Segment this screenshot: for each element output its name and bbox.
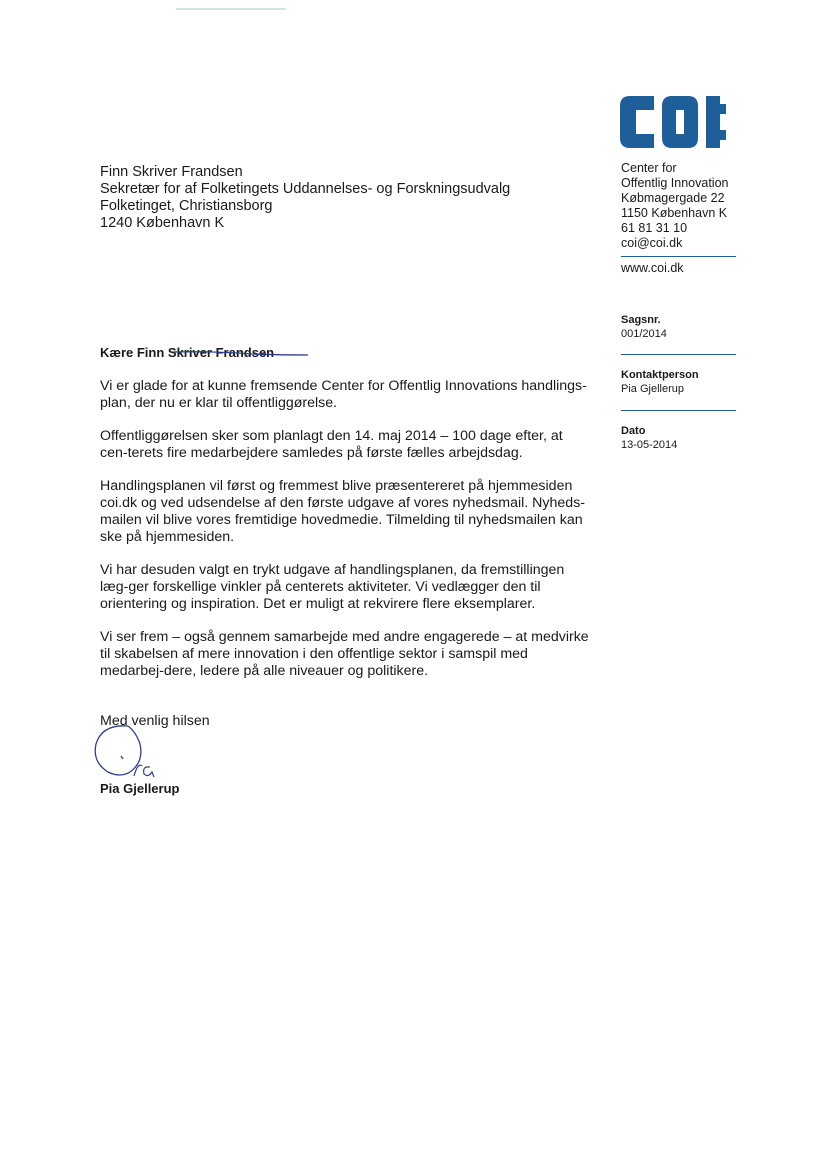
sender-line: coi@coi.dk [621,236,683,250]
scan-mark [176,8,286,10]
sender-website: www.coi.dk [621,261,684,275]
recipient-title: Sekretær for af Folketingets Uddannelses- og Forskningsudvalg [100,181,511,197]
contact-block [621,369,699,395]
paragraph: Vi har desuden valgt en trykt udgave af handlingsplanen, da fremstillingen læg-ger forskellige vinkler på centerets aktiviteter. Vi vedlægger den til orientering og inspiration. Det er muligt at rekvirere flere eksemplarer. [100,562,565,612]
pen-strike-mark [172,347,312,361]
letter-body [100,378,592,696]
sender-line: Købmagergade 22 [621,191,725,205]
recipient-city: 1240 København K [100,215,225,231]
handwritten-signature [88,722,168,782]
coi-logo [620,96,738,148]
date-label: Dato [621,425,646,437]
closing: Med venlig hilsen [100,713,210,729]
divider [621,410,736,411]
sender-line: 61 81 31 10 [621,221,688,235]
contact-value: Pia Gjellerup [621,383,684,395]
paragraph: Vi er glade for at kunne fremsende Center for Offentlig Innovations handlings-plan, der nu er klar til offentliggørelse. [100,378,587,411]
case-block [621,314,667,340]
sender-address [621,161,728,251]
paragraph: Offentliggørelsen sker som planlagt den 14. maj 2014 – 100 dage efter, at cen-terets fire medarbejdere samledes på første fælles arbejdsdag. [100,428,563,461]
date-value: 13-05-2014 [621,439,678,451]
recipient-org: Folketinget, Christiansborg [100,198,273,214]
divider [621,354,736,355]
recipient-name: Finn Skriver Frandsen [100,164,243,180]
sender-line: Center for [621,161,677,175]
paragraph: Vi ser frem – også gennem samarbejde med andre engagerede – at medvirke til skabelsen af mere innovation i den offentlige sektor i samspil med medarbej-dere, ledere på alle niveauer og politikere. [100,629,589,679]
divider [621,256,736,257]
contact-label: Kontaktperson [621,369,699,381]
salutation: Kære Finn Skriver Frandsen [100,345,275,360]
signer-name: Pia Gjellerup [100,781,180,796]
case-label: Sagsnr. [621,314,661,326]
date-block [621,425,677,451]
recipient-address [100,164,510,232]
sender-line: Offentlig Innovation [621,176,729,190]
case-value: 001/2014 [621,328,667,340]
sender-line: 1150 København K [621,206,728,220]
paragraph: Handlingsplanen vil først og fremmest blive præsentereret på hjemmesiden coi.dk og ved udsendelse af den første udgave af vores nyhedsmail. Nyheds-mailen vil blive vores fremtidige hovedmedie. Tilmelding til nyhedsmailen kan ske på hjemmesiden. [100,478,586,545]
